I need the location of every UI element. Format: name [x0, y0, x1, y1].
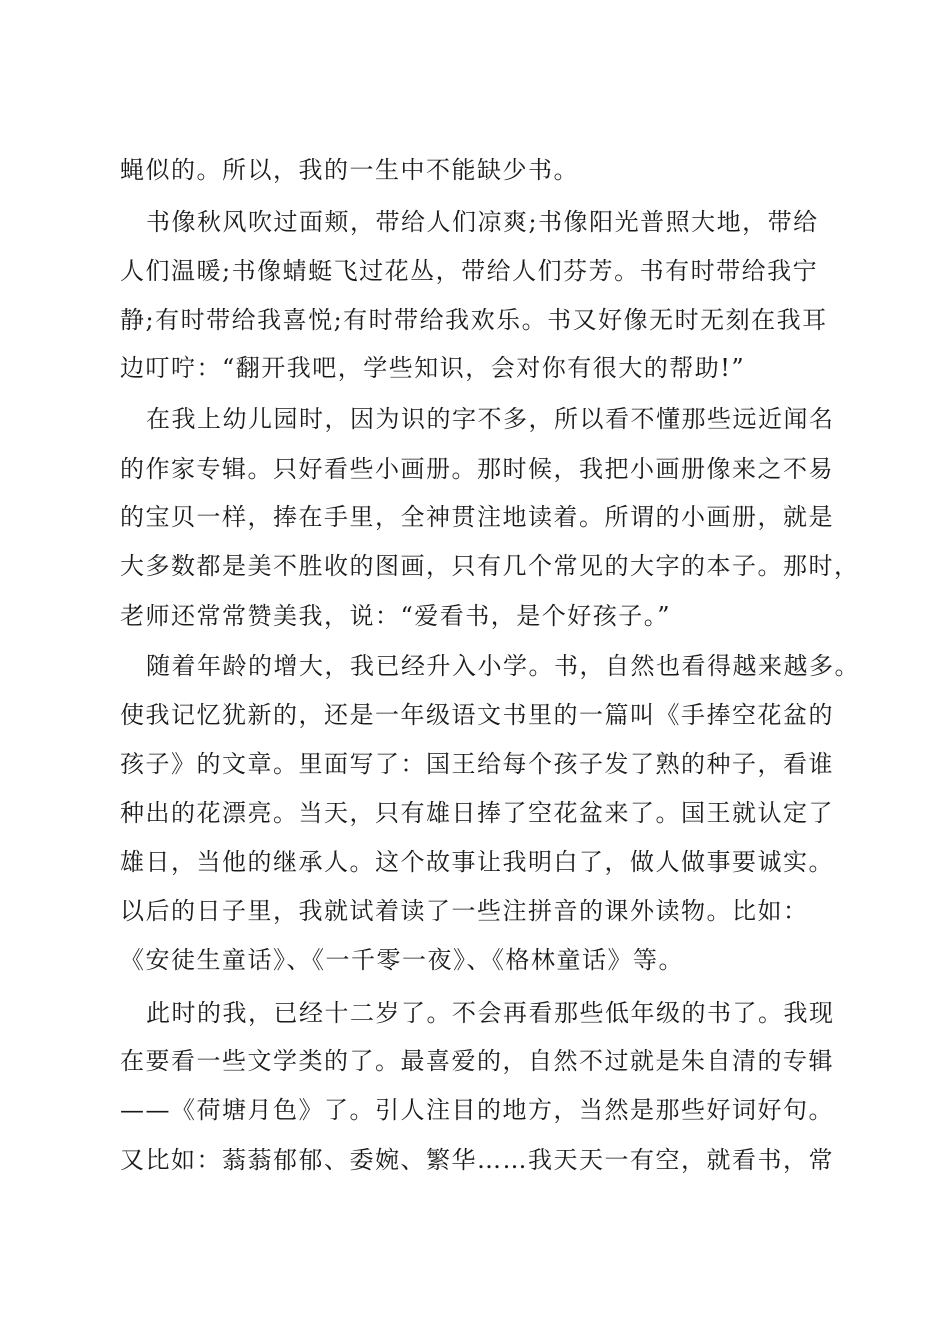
text-line: 大多数都是美不胜收的图画，只有几个常见的大字的本子。那时， — [120, 552, 860, 580]
paragraph-start-line: 书像秋风吹过面颊，带给人们凉爽;书像阳光普照大地，带给 — [146, 208, 819, 236]
text-line: 静;有时带给我喜悦;有时带给我欢乐。书又好像无时无刻在我耳 — [120, 306, 828, 334]
text-line: ——《荷塘月色》了。引人注目的地方，当然是那些好词好句。 — [120, 1096, 834, 1124]
text-line: 使我记忆犹新的，还是一年级语文书里的一篇叫《手捧空花盆的 — [120, 701, 834, 729]
text-line: 人们温暖;书像蜻蜓飞过花丛，带给人们芬芳。书有时带给我宁 — [120, 257, 819, 285]
text-line: 的作家专辑。只好看些小画册。那时候，我把小画册像来之不易 — [120, 455, 834, 483]
text-line: 边叮咛：“翻开我吧，学些知识，会对你有很大的帮助!” — [120, 354, 746, 382]
text-line: 孩子》的文章。里面写了：国王给每个孩子发了熟的种子，看谁 — [120, 750, 834, 778]
text-line: 的宝贝一样，捧在手里，全神贯注地读着。所谓的小画册，就是 — [120, 503, 834, 531]
text-line: 在要看一些文学类的了。最喜爱的，自然不过就是朱自清的专辑 — [120, 1047, 834, 1075]
paragraph-start-line: 随着年龄的增大，我已经升入小学。书，自然也看得越来越多。 — [146, 652, 860, 680]
paragraph-start-line: 此时的我，已经十二岁了。不会再看那些低年级的书了。我现 — [146, 999, 835, 1027]
text-line: 种出的花漂亮。当天，只有雄日捧了空花盆来了。国王就认定了 — [120, 799, 834, 827]
text-line: 老师还常常赞美我，说：“爱看书，是个好孩子。” — [120, 602, 672, 630]
text-line: 蝇似的。所以，我的一生中不能缺少书。 — [120, 156, 579, 184]
text-line: 又比如：蓊蓊郁郁、委婉、繁华……我天天一有空，就看书，常 — [120, 1146, 834, 1174]
paragraph-start-line: 在我上幼儿园时，因为识的字不多，所以看不懂那些远近闻名 — [146, 405, 835, 433]
text-line: 《安徒生童话》、《一千零一夜》、《格林童话》等。 — [120, 946, 684, 974]
text-line: 以后的日子里，我就试着读了一些注拼音的课外读物。比如： — [120, 897, 809, 925]
text-line: 雄日，当他的继承人。这个故事让我明白了，做人做事要诚实。 — [120, 848, 834, 876]
